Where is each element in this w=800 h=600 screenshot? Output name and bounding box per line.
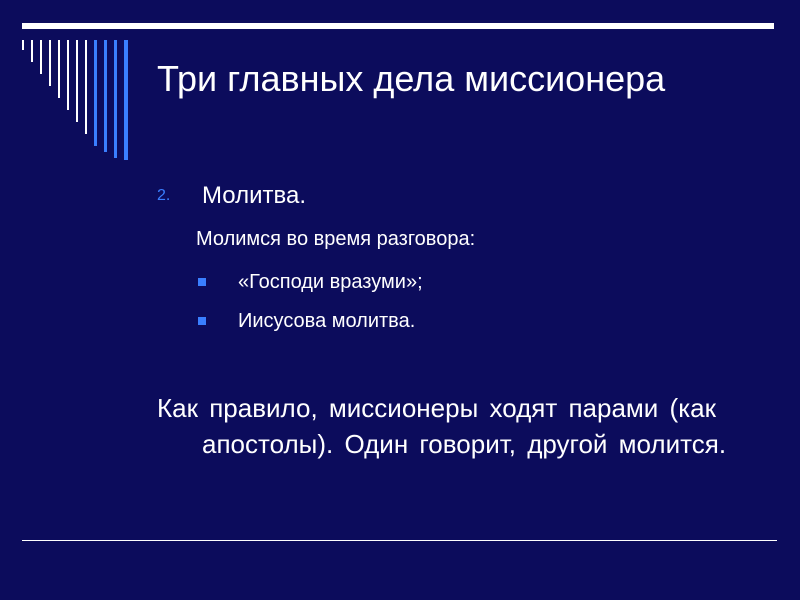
list-number: 2. [157,187,171,204]
bullet-text: Иисусова молитва. [238,310,416,332]
slide-title: Три главных дела миссионера [157,58,666,99]
decorative-stripe [85,40,87,134]
decorative-stripe [114,40,117,158]
decorative-stripe [104,40,107,152]
decorative-stripe [124,40,128,160]
body-paragraph: Как правило, миссионеры ходят парами (как апостолы). Один говорит, другой молится. [157,393,727,459]
numbered-item-text: Молитва. [202,182,306,209]
decorative-stripe [94,40,97,146]
decorative-stripe [49,40,51,86]
square-bullet-icon [198,278,206,286]
decorative-stripe [58,40,60,98]
decorative-stripe [40,40,42,74]
top-rule [22,23,774,29]
bottom-rule [22,540,777,541]
decorative-stripe [67,40,69,110]
bullet-text: «Господи вразуми»; [238,271,423,293]
decorative-stripe [31,40,33,62]
decorative-stripe [76,40,78,122]
decorative-stripe [22,40,24,50]
square-bullet-icon [198,317,206,325]
subheading: Молимся во время разговора: [196,228,476,250]
